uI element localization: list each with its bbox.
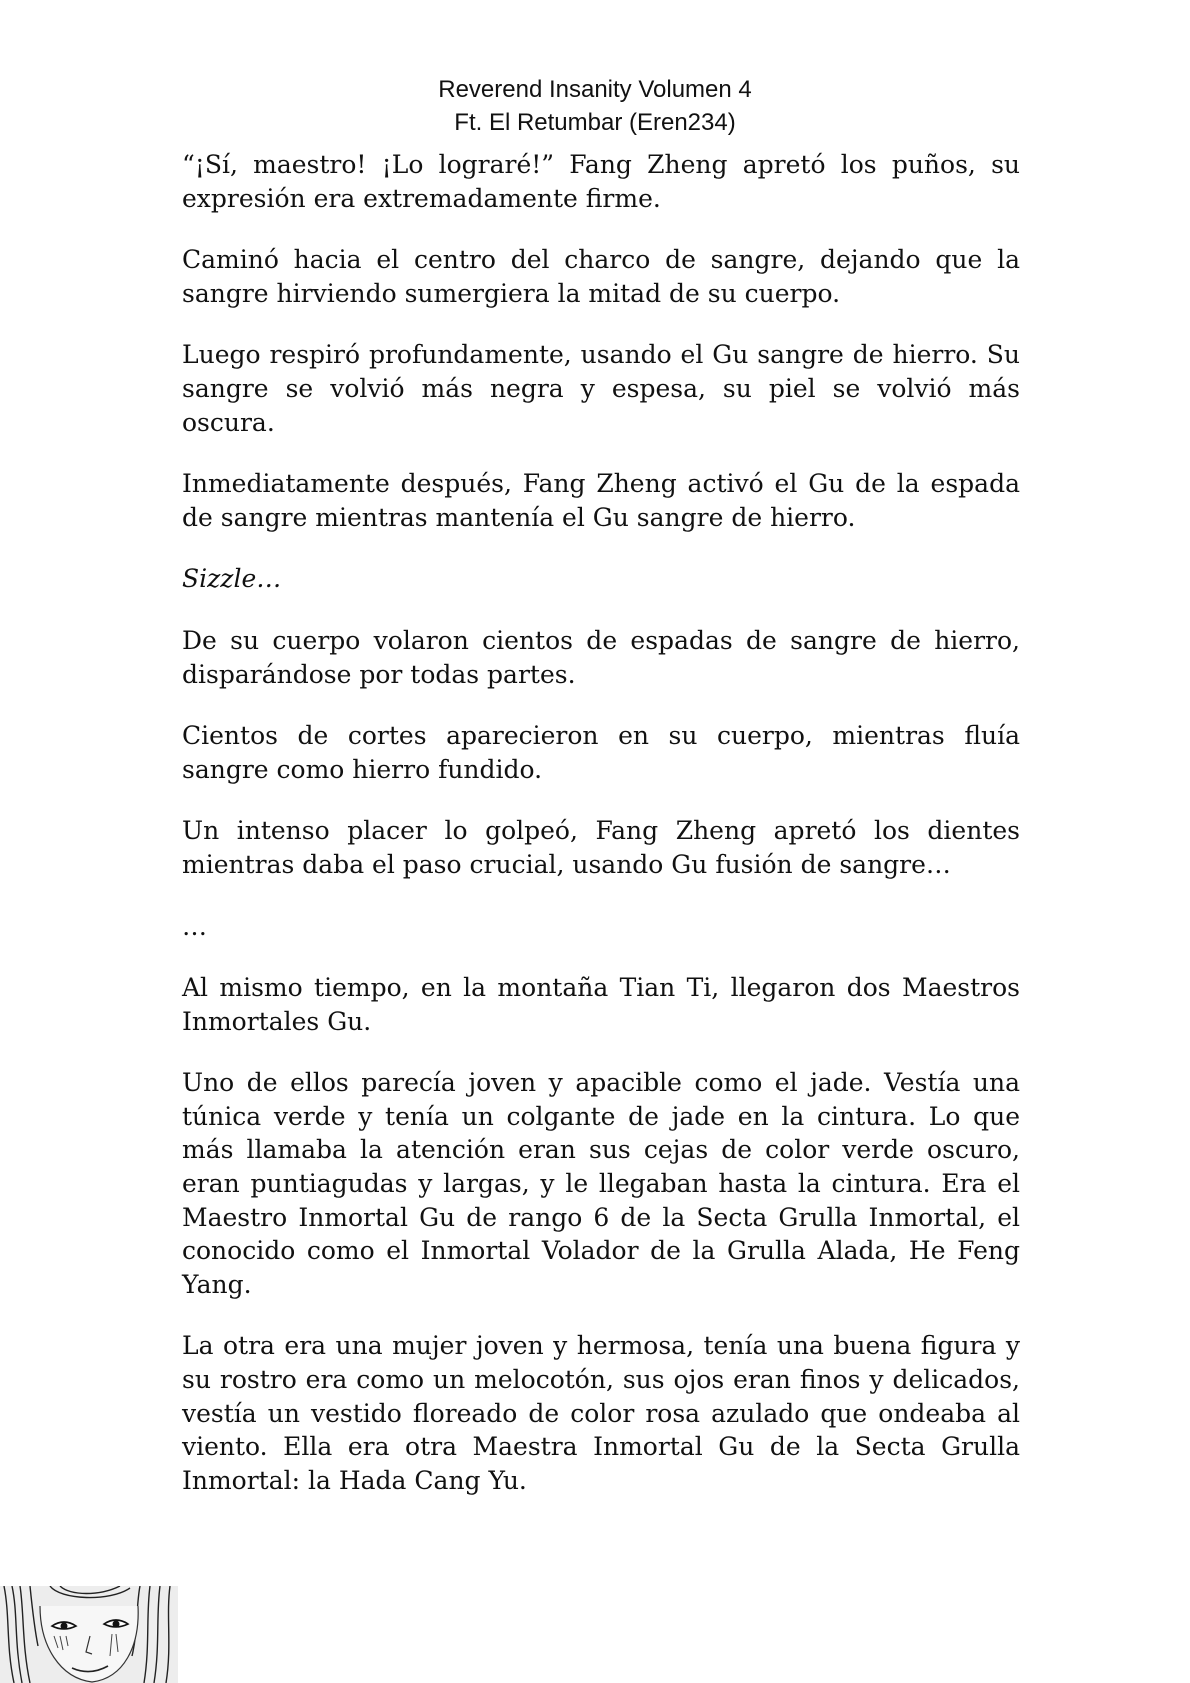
paragraph: Caminó hacia el centro del charco de sangre, dejando que la sangre hirviendo sumergiera la mitad de su cuerpo.: [182, 245, 1020, 308]
paragraph: Inmediatamente después, Fang Zheng activó el Gu de la espada de sangre mientras mantenía el Gu sangre de hierro.: [182, 469, 1020, 532]
paragraph-scene-break: …: [182, 911, 207, 941]
header-subtitle: Ft. El Retumbar (Eren234): [454, 109, 736, 136]
paragraph: Cientos de cortes aparecieron en su cuerpo, mientras fluía sangre como hierro fundido.: [182, 721, 1020, 784]
body-text: [182, 148, 1020, 1525]
paragraph: Un intenso placer lo golpeó, Fang Zheng apretó los dientes mientras daba el paso crucial, usando Gu fusión de sangre…: [182, 816, 1020, 879]
paragraph: “¡Sí, maestro! ¡Lo lograré!” Fang Zheng apretó los puños, su expresión era extremadamente firme.: [182, 150, 1020, 213]
paragraph: Uno de ellos parecía joven y apacible como el jade. Vestía una túnica verde y tenía un colgante de jade en la cintura. Lo que más llamaba la atención eran sus cejas de color verde oscuro, eran puntiagudas y largas, y le llegaban hasta la cintura. Era el Maestro Inmortal Gu de rango 6 de la Secta Grulla Inmortal, el conocido como el Inmortal Volador de la Grulla Alada, He Feng Yang.: [182, 1068, 1020, 1299]
paragraph: Al mismo tiempo, en la montaña Tian Ti, llegaron dos Maestros Inmortales Gu.: [182, 973, 1020, 1036]
paragraph-sound-effect: Sizzle…: [182, 564, 282, 594]
paragraph: Luego respiró profundamente, usando el Gu sangre de hierro. Su sangre se volvió más negra y espesa, su piel se volvió más oscura.: [182, 340, 1020, 437]
paragraph: De su cuerpo volaron cientos de espadas de sangre de hierro, disparándose por todas partes.: [182, 625, 1020, 689]
header-title: Reverend Insanity Volumen 4: [438, 76, 752, 103]
page-header: [0, 73, 1190, 139]
manga-portrait-thumbnail-icon: [0, 1586, 178, 1683]
paragraph: La otra era una mujer joven y hermosa, tenía una buena figura y su rostro era como un melocotón, sus ojos eran finos y delicados, vestía un vestido floreado de color rosa azulado que ondeaba al viento. Ella era otra Maestra Inmortal Gu de la Secta Grulla Inmortal: la Hada Cang Yu.: [182, 1331, 1020, 1495]
